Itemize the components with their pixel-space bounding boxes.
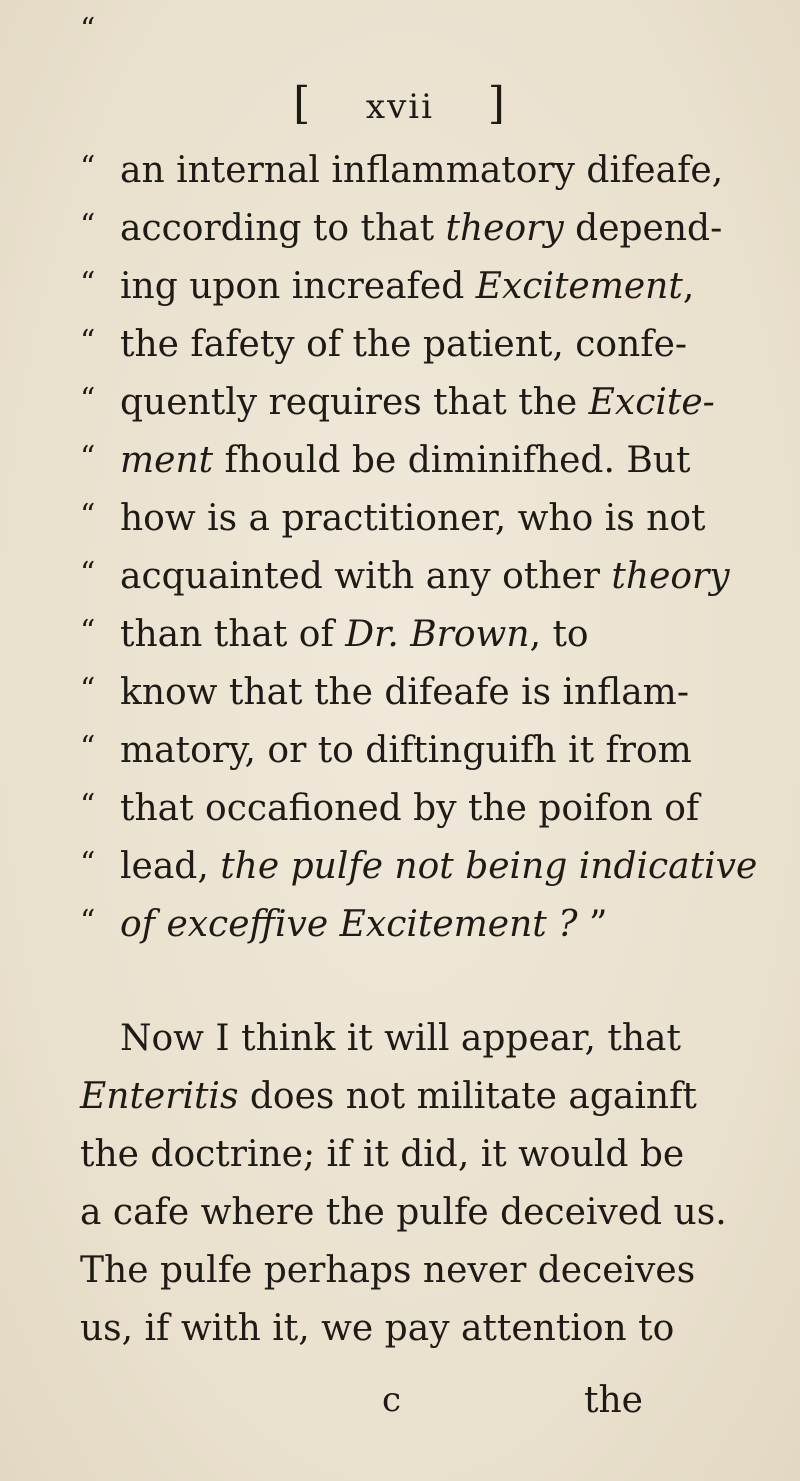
header-bracket-right: ] <box>487 78 507 129</box>
quote-mark: “ <box>80 440 96 475</box>
quote-line-6 <box>0 440 800 500</box>
line-text: The pulfe perhaps never deceives <box>80 1250 696 1291</box>
line-text: Now I think it will appear, that <box>120 1018 681 1059</box>
line-text: know that the difeafe is inflam- <box>120 672 689 713</box>
paragraph-line-5 <box>0 1250 800 1310</box>
signature-mark: c <box>382 1380 402 1420</box>
quote-line-2 <box>0 208 800 268</box>
quote-mark: “ <box>80 498 96 533</box>
quote-mark: “ <box>80 208 96 243</box>
quote-line-14 <box>0 904 800 964</box>
quote-mark: “ <box>80 266 96 301</box>
quote-line-1 <box>0 150 800 210</box>
quote-mark: “ <box>80 12 96 47</box>
paragraph-line-4 <box>0 1192 800 1252</box>
quote-line-4 <box>0 324 800 384</box>
line-text: matory, or to diftinguifh it from <box>120 730 692 771</box>
quote-line-10 <box>0 672 800 732</box>
quote-line-8 <box>0 556 800 616</box>
quote-mark: “ <box>80 324 96 359</box>
quote-line-1 <box>0 12 800 72</box>
quote-line-9 <box>0 614 800 674</box>
line-text: acquainted with any other theory <box>120 556 730 597</box>
quote-mark: “ <box>80 672 96 707</box>
quote-line-11 <box>0 730 800 790</box>
quote-mark: “ <box>80 788 96 823</box>
paragraph-line-6 <box>0 1308 800 1368</box>
line-text: ment fhould be diminifhed. But <box>120 440 691 481</box>
line-text: the doctrine; if it did, it would be <box>80 1134 685 1175</box>
line-text: the fafety of the patient, confe- <box>120 324 688 365</box>
line-text: quently requires that the Excite- <box>120 382 715 423</box>
quote-line-5 <box>0 382 800 442</box>
quote-mark: “ <box>80 382 96 417</box>
paragraph-line-2 <box>0 1076 800 1136</box>
quote-mark: “ <box>80 846 96 881</box>
quote-line-12 <box>0 788 800 848</box>
line-text: a cafe where the pulfe deceived us. <box>80 1192 727 1233</box>
quote-mark: “ <box>80 614 96 649</box>
paragraph-line-3 <box>0 1134 800 1194</box>
line-text: lead, the pulfe not being indicative <box>120 846 758 887</box>
quote-mark: “ <box>80 904 96 939</box>
line-text: ing upon increafed Excitement, <box>120 266 695 307</box>
paragraph-line-1 <box>0 1018 800 1078</box>
line-text: according to that theory depend- <box>120 208 723 249</box>
quote-line-7 <box>0 498 800 558</box>
line-text: than that of Dr. Brown, to <box>120 614 589 655</box>
header-bracket-left: [ <box>293 78 313 129</box>
line-text: how is a practitioner, who is not <box>120 498 706 539</box>
quote-mark: “ <box>80 556 96 591</box>
line-text: us, if with it, we pay attention to <box>80 1308 675 1349</box>
quote-mark: “ <box>80 730 96 765</box>
catchword: the <box>584 1380 643 1421</box>
line-text: that occafioned by the poifon of <box>120 788 700 829</box>
quote-line-13 <box>0 846 800 906</box>
page-header <box>0 78 800 129</box>
line-text: Enteritis does not militate againft <box>80 1076 697 1117</box>
quote-mark: “ <box>80 150 96 185</box>
line-text: an internal inflammatory difeafe, <box>120 150 724 191</box>
quote-line-3 <box>0 266 800 326</box>
line-text: of exceffive Excitement ? ” <box>120 904 608 945</box>
page-number: xvii <box>365 87 435 127</box>
